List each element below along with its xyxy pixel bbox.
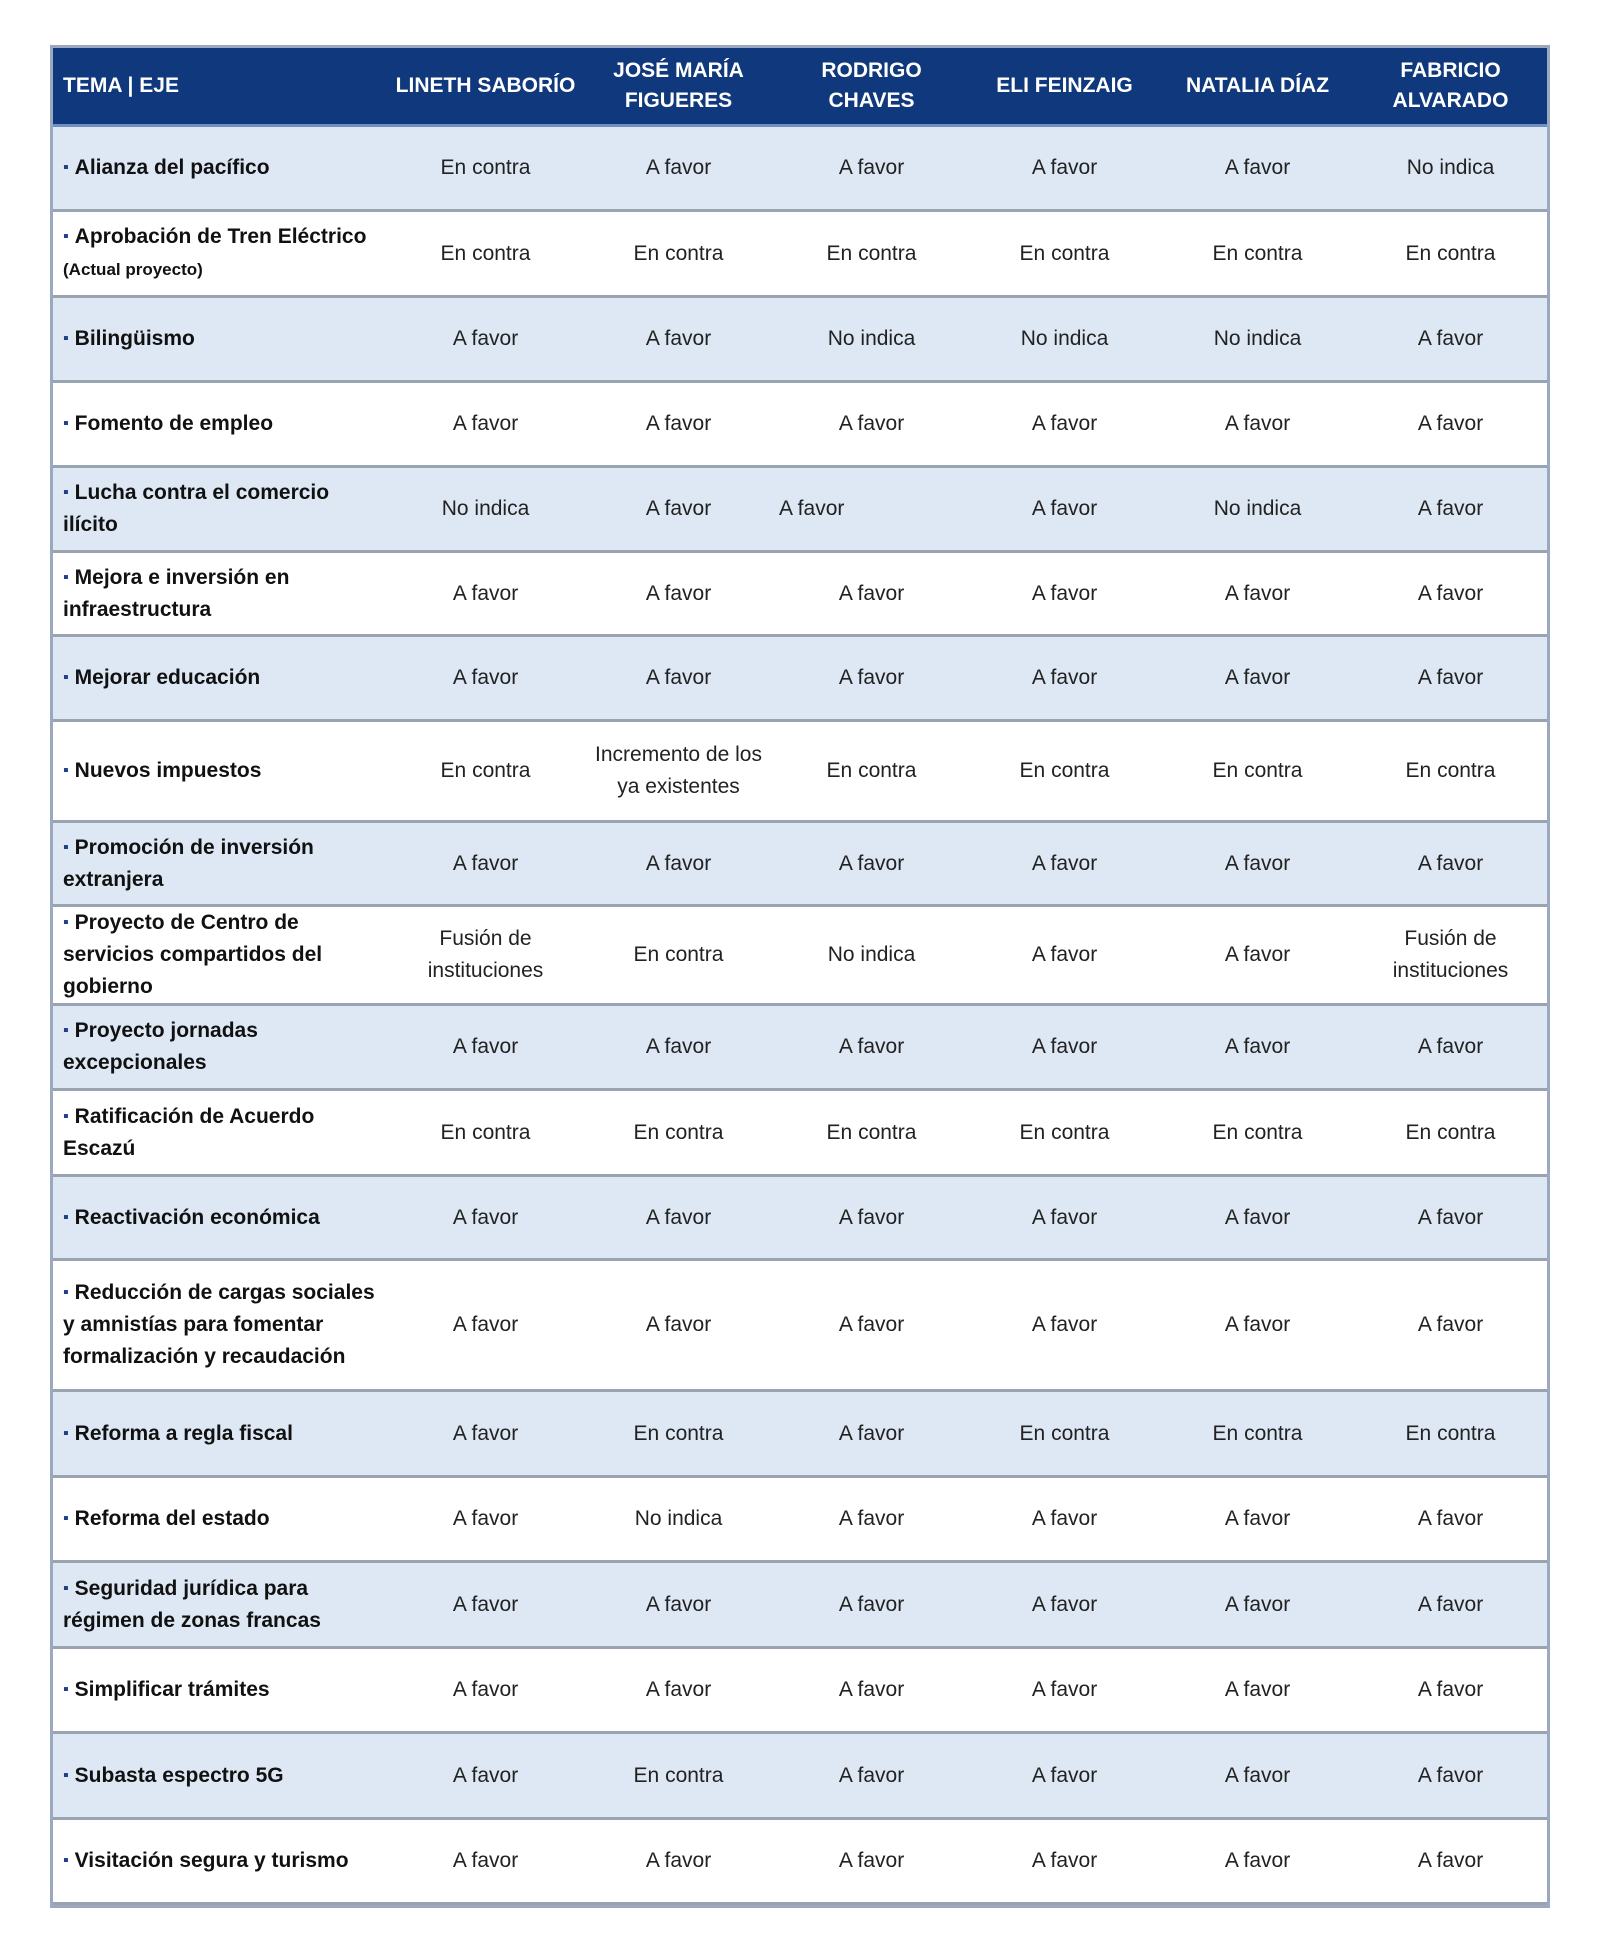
bullet-icon: ▪ — [63, 330, 69, 347]
topic-label: Reducción de cargas sociales y amnistías para fomentar formalización y recaudación — [63, 1281, 375, 1368]
position-cell: A favor — [1161, 906, 1354, 1005]
position-cell: A favor — [968, 1819, 1161, 1904]
position-cell: No indica — [775, 297, 968, 382]
position-cell: A favor — [968, 822, 1161, 906]
position-cell: A favor — [968, 906, 1161, 1005]
topic-cell — [53, 1176, 389, 1260]
topic-cell — [53, 822, 389, 906]
position-cell: A favor — [1354, 1819, 1547, 1904]
topic-label: Subasta espectro 5G — [74, 1763, 284, 1787]
table-row — [53, 382, 1547, 467]
position-cell: En contra — [582, 1733, 775, 1819]
position-cell: A favor — [1354, 1260, 1547, 1391]
position-cell: A favor — [968, 1176, 1161, 1260]
position-cell: A favor — [1161, 1005, 1354, 1090]
topic-column-header: TEMA | EJE — [53, 48, 389, 126]
position-cell: En contra — [1161, 1090, 1354, 1176]
topic-label: Proyecto jornadas excepcionales — [63, 1019, 258, 1074]
bullet-icon: ▪ — [63, 415, 69, 432]
topic-cell — [53, 126, 389, 211]
topic-label: Reforma a regla fiscal — [74, 1421, 293, 1445]
position-cell: A favor — [582, 297, 775, 382]
position-cell: A favor — [1161, 1648, 1354, 1733]
topic-cell — [53, 467, 389, 552]
topic-label: Visitación segura y turismo — [74, 1849, 349, 1872]
table-row — [53, 721, 1547, 822]
candidate-column-header: FABRICIO ALVARADO — [1354, 48, 1547, 126]
position-cell: A favor — [389, 1819, 582, 1904]
position-cell: Fusión de instituciones — [389, 906, 582, 1005]
position-cell: A favor — [1354, 1562, 1547, 1648]
position-cell: A favor — [389, 636, 582, 721]
position-cell: A favor — [1354, 1648, 1547, 1733]
table-row — [53, 906, 1547, 1005]
position-cell: A favor — [582, 1648, 775, 1733]
position-cell: A favor — [389, 1562, 582, 1648]
position-cell: En contra — [389, 1090, 582, 1176]
bullet-icon: ▪ — [63, 1424, 69, 1442]
position-cell: A favor — [775, 1819, 968, 1904]
table-row — [53, 211, 1547, 297]
position-cell: A favor — [968, 1005, 1161, 1090]
position-cell: A favor — [389, 1477, 582, 1562]
topic-cell — [53, 1562, 389, 1648]
position-cell: En contra — [389, 211, 582, 297]
topic-label: Aprobación de Tren Eléctrico — [74, 225, 367, 248]
header-row — [53, 48, 1547, 126]
position-cell: A favor — [1161, 1819, 1354, 1904]
bullet-icon: ▪ — [63, 1510, 69, 1527]
position-cell: A favor — [775, 382, 968, 467]
table-header — [53, 48, 1547, 126]
position-cell: No indica — [968, 297, 1161, 382]
topic-cell — [53, 1391, 389, 1477]
topic-label: Nuevos impuestos — [74, 759, 262, 782]
topic-label: Fomento de empleo — [74, 412, 274, 435]
position-cell: A favor — [1161, 636, 1354, 721]
position-cell: A favor — [1161, 1477, 1354, 1562]
position-cell: A favor — [389, 552, 582, 636]
position-cell: En contra — [1354, 1090, 1547, 1176]
position-cell: A favor — [582, 1819, 775, 1904]
positions-table-container — [50, 45, 1550, 1908]
position-cell: A favor — [968, 1562, 1161, 1648]
position-cell: A favor — [775, 467, 968, 552]
table-row — [53, 1090, 1547, 1176]
position-cell: A favor — [775, 1733, 968, 1819]
position-cell: A favor — [582, 1176, 775, 1260]
position-cell: A favor — [775, 1562, 968, 1648]
table-row — [53, 552, 1547, 636]
position-cell: A favor — [389, 1733, 582, 1819]
topic-cell — [53, 636, 389, 721]
bullet-icon: ▪ — [63, 1208, 69, 1226]
position-cell: A favor — [1354, 822, 1547, 906]
position-cell: A favor — [1161, 1562, 1354, 1648]
topic-cell — [53, 297, 389, 382]
topic-label: Lucha contra el comercio ilícito — [63, 481, 330, 536]
position-cell: En contra — [1354, 211, 1547, 297]
bullet-icon: ▪ — [63, 1579, 69, 1597]
position-cell: A favor — [968, 1477, 1161, 1562]
position-cell: En contra — [582, 211, 775, 297]
position-cell: A favor — [1161, 1176, 1354, 1260]
topic-label: Bilingüismo — [74, 327, 195, 350]
topic-cell — [53, 1648, 389, 1733]
position-cell: A favor — [775, 1176, 968, 1260]
bullet-icon: ▪ — [63, 1681, 69, 1698]
position-cell: En contra — [968, 211, 1161, 297]
table-row — [53, 636, 1547, 721]
position-cell: A favor — [968, 1260, 1161, 1391]
topic-cell — [53, 211, 389, 297]
bullet-icon: ▪ — [63, 762, 69, 779]
position-cell: A favor — [1161, 552, 1354, 636]
position-cell: A favor — [582, 467, 775, 552]
table-row — [53, 1648, 1547, 1733]
bullet-icon: ▪ — [63, 669, 69, 686]
bullet-icon: ▪ — [63, 1022, 69, 1039]
table-row — [53, 1562, 1547, 1648]
candidate-column-header: RODRIGO CHAVES — [775, 48, 968, 126]
topic-cell — [53, 1477, 389, 1562]
position-cell: A favor — [582, 1260, 775, 1391]
position-cell: En contra — [582, 906, 775, 1005]
position-cell: A favor — [968, 382, 1161, 467]
bullet-icon: ▪ — [63, 914, 69, 931]
table-row — [53, 1260, 1547, 1391]
topic-label: Proyecto de Centro de servicios compartidos del gobierno — [63, 911, 323, 998]
position-cell: A favor — [775, 1391, 968, 1477]
topic-label: Alianza del pacífico — [74, 156, 270, 179]
table-row — [53, 1176, 1547, 1260]
position-cell: No indica — [1161, 297, 1354, 382]
position-cell: A favor — [968, 636, 1161, 721]
position-cell: A favor — [1354, 467, 1547, 552]
bullet-icon: ▪ — [63, 568, 69, 586]
position-cell: A favor — [582, 822, 775, 906]
topic-note: (Actual proyecto) — [63, 260, 203, 279]
position-cell: A favor — [389, 1648, 582, 1733]
position-cell: A favor — [968, 1733, 1161, 1819]
topic-label: Mejora e inversión en infraestructura — [63, 565, 290, 621]
bullet-icon: ▪ — [63, 484, 69, 501]
position-cell: En contra — [968, 1391, 1161, 1477]
position-cell: A favor — [775, 1477, 968, 1562]
position-cell: A favor — [389, 1005, 582, 1090]
position-cell: A favor — [389, 822, 582, 906]
topic-label: Reforma del estado — [74, 1507, 270, 1530]
bullet-icon: ▪ — [63, 838, 69, 856]
candidate-column-header: JOSÉ MARÍA FIGUERES — [582, 48, 775, 126]
position-cell: En contra — [1161, 721, 1354, 822]
position-cell: A favor — [775, 636, 968, 721]
topic-cell — [53, 1733, 389, 1819]
position-cell: A favor — [582, 1562, 775, 1648]
position-cell: A favor — [775, 126, 968, 211]
bullet-icon: ▪ — [63, 1284, 69, 1301]
position-cell: A favor — [1354, 1176, 1547, 1260]
position-cell: A favor — [1161, 822, 1354, 906]
position-cell: A favor — [1161, 382, 1354, 467]
topic-label: Ratificación de Acuerdo Escazú — [63, 1104, 315, 1160]
table-row — [53, 1005, 1547, 1090]
topic-cell — [53, 721, 389, 822]
bullet-icon: ▪ — [63, 1852, 69, 1869]
position-cell: En contra — [582, 1090, 775, 1176]
table-row — [53, 1819, 1547, 1904]
table-row — [53, 126, 1547, 211]
position-cell: A favor — [968, 126, 1161, 211]
position-cell: A favor — [968, 552, 1161, 636]
position-cell: No indica — [582, 1477, 775, 1562]
position-cell: A favor — [1354, 297, 1547, 382]
position-cell: No indica — [389, 467, 582, 552]
candidate-positions-table — [53, 48, 1547, 1905]
topic-label: Reactivación económica — [74, 1205, 320, 1229]
position-cell: En contra — [389, 126, 582, 211]
topic-label: Mejorar educación — [74, 666, 261, 689]
position-cell: En contra — [775, 1090, 968, 1176]
topic-label: Simplificar trámites — [74, 1678, 270, 1701]
table-row — [53, 467, 1547, 552]
position-cell: No indica — [1161, 467, 1354, 552]
topic-label: Promoción de inversión extranjera — [63, 835, 314, 891]
position-cell: En contra — [775, 211, 968, 297]
position-cell: A favor — [582, 126, 775, 211]
topic-cell — [53, 1090, 389, 1176]
table-row — [53, 1733, 1547, 1819]
position-cell: A favor — [389, 297, 582, 382]
position-cell: A favor — [389, 382, 582, 467]
topic-cell — [53, 1260, 389, 1391]
position-cell: En contra — [968, 1090, 1161, 1176]
position-cell: No indica — [775, 906, 968, 1005]
position-cell: En contra — [1354, 721, 1547, 822]
position-cell: A favor — [1354, 636, 1547, 721]
position-cell: A favor — [1354, 382, 1547, 467]
topic-cell — [53, 552, 389, 636]
position-cell: A favor — [775, 1005, 968, 1090]
position-cell: A favor — [1354, 552, 1547, 636]
position-cell: A favor — [389, 1176, 582, 1260]
position-cell: En contra — [775, 721, 968, 822]
position-cell: Incremento de los ya existentes — [582, 721, 775, 822]
position-cell: A favor — [1161, 1260, 1354, 1391]
position-cell: A favor — [1354, 1005, 1547, 1090]
position-cell: En contra — [1354, 1391, 1547, 1477]
position-cell: Fusión de instituciones — [1354, 906, 1547, 1005]
topic-label: Seguridad jurídica para régimen de zonas francas — [63, 1576, 321, 1632]
position-cell: En contra — [389, 721, 582, 822]
position-cell: A favor — [775, 552, 968, 636]
topic-cell — [53, 1819, 389, 1904]
table-row — [53, 297, 1547, 382]
table-row — [53, 1477, 1547, 1562]
position-cell: A favor — [1161, 1733, 1354, 1819]
table-row — [53, 1391, 1547, 1477]
position-cell: En contra — [582, 1391, 775, 1477]
candidate-column-header: ELI FEINZAIG — [968, 48, 1161, 126]
position-cell: A favor — [968, 467, 1161, 552]
bullet-icon: ▪ — [63, 1107, 69, 1125]
position-cell: A favor — [775, 1648, 968, 1733]
position-cell: En contra — [1161, 211, 1354, 297]
position-cell: En contra — [968, 721, 1161, 822]
position-cell: A favor — [1354, 1477, 1547, 1562]
position-cell: A favor — [389, 1260, 582, 1391]
position-cell: A favor — [1161, 126, 1354, 211]
bullet-icon: ▪ — [63, 228, 69, 245]
bullet-icon: ▪ — [63, 1766, 69, 1784]
candidate-column-header: LINETH SABORÍO — [389, 48, 582, 126]
position-cell: A favor — [775, 822, 968, 906]
topic-cell — [53, 382, 389, 467]
position-cell: En contra — [1161, 1391, 1354, 1477]
position-cell: A favor — [775, 1260, 968, 1391]
position-cell: A favor — [582, 636, 775, 721]
candidate-column-header: NATALIA DÍAZ — [1161, 48, 1354, 126]
position-cell: A favor — [582, 552, 775, 636]
position-cell: A favor — [582, 1005, 775, 1090]
bullet-icon: ▪ — [63, 159, 69, 176]
position-cell: A favor — [582, 382, 775, 467]
table-row — [53, 822, 1547, 906]
position-cell: A favor — [968, 1648, 1161, 1733]
position-cell: No indica — [1354, 126, 1547, 211]
topic-cell — [53, 1005, 389, 1090]
topic-cell — [53, 906, 389, 1005]
position-cell: A favor — [1354, 1733, 1547, 1819]
table-body — [53, 126, 1547, 1904]
position-cell: A favor — [389, 1391, 582, 1477]
